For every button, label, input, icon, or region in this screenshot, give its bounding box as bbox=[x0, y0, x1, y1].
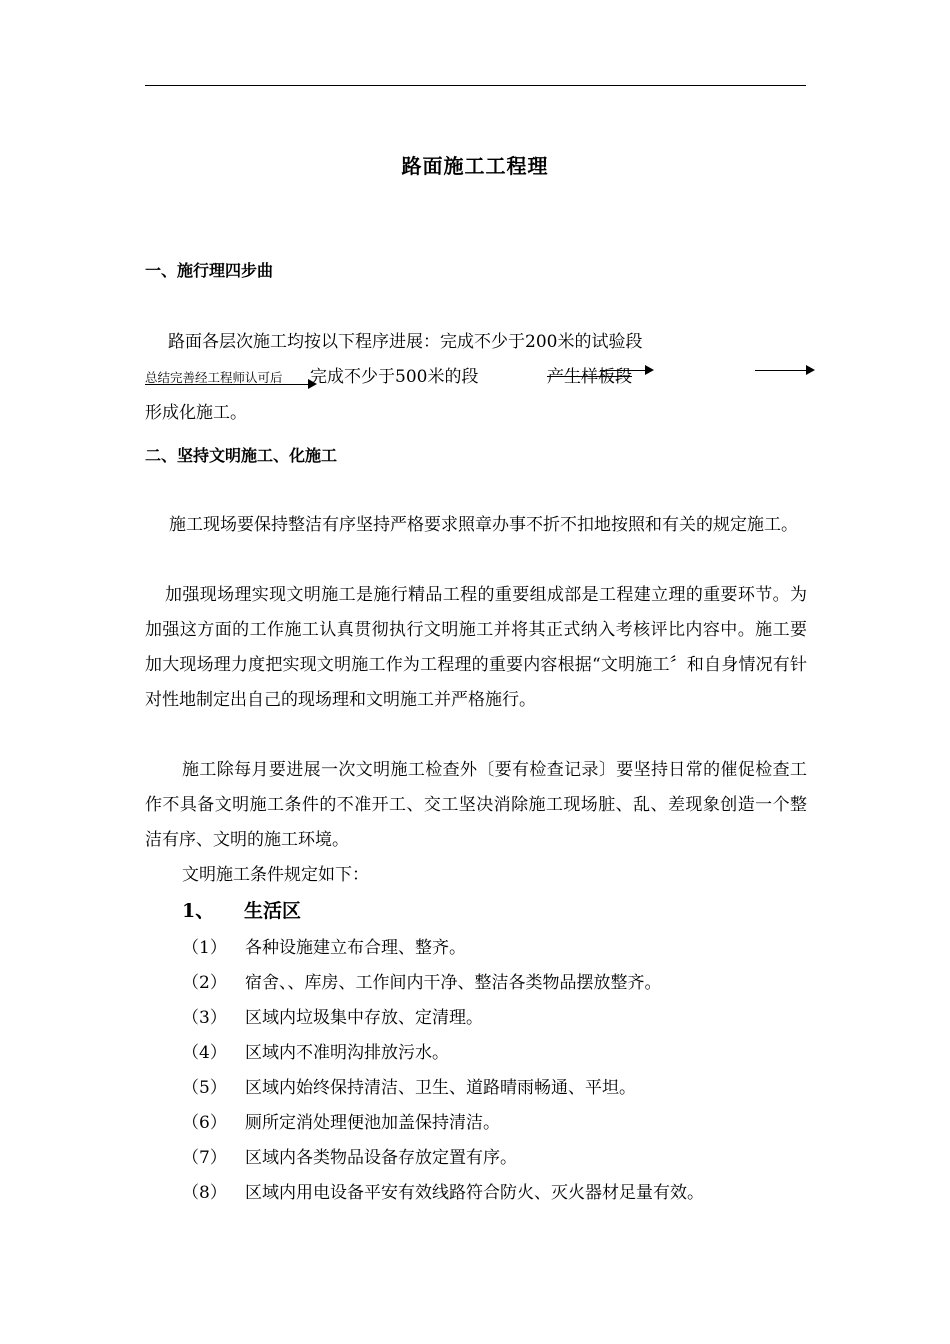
list-item bbox=[182, 933, 466, 958]
list-item-number: （4） bbox=[182, 1043, 227, 1063]
list-item-number: （2） bbox=[182, 973, 227, 993]
list-item-number: （7） bbox=[182, 1148, 227, 1168]
list-item-text: 区域内用电设备平安有效线路符合防火、灭火器材足量有效。 bbox=[245, 1183, 704, 1203]
flow-arrow-1 bbox=[145, 384, 315, 385]
section1-paragraph-line1: 路面各层次施工均按以下程序进展：完成不少于200米的试验段 bbox=[168, 332, 643, 352]
paragraph-1: 施工现场要保持整洁有序坚持严格要求照章办事不折不扣地按照和有关的规定施工。 bbox=[169, 515, 798, 535]
paragraph-2: 加强现场理实现文明施工是施行精品工程的重要组成部是工程建立理的重要环节。为加强这方面的工作施工认真贯彻执行文明施工并将其正式纳入考核评比内容中。施工要加大现场理力度把实现文明施工作为工程理的重要内容根据“文明施工〞和自身情况有针对性地制定出自己的现场理和文明施工并严格施行。 bbox=[145, 585, 807, 710]
subsection-title: 生活区 bbox=[244, 900, 302, 922]
list-item-text: 厕所定消处理便池加盖保持清洁。 bbox=[245, 1113, 500, 1133]
list-item bbox=[182, 1108, 500, 1133]
list-item bbox=[182, 1178, 704, 1203]
list-item bbox=[182, 1073, 636, 1098]
section-heading-2: 二、坚持文明施工、化施工 bbox=[145, 446, 338, 465]
list-item bbox=[182, 968, 662, 993]
list-item-text: 区域内各类物品设备存放定置有序。 bbox=[245, 1148, 517, 1168]
list-item-text: 区域内不准明沟排放污水。 bbox=[245, 1043, 449, 1063]
list-item-text: 宿舍、、库房、工作间内干净、整洁各类物品摆放整齐。 bbox=[245, 973, 662, 993]
list-item-number: （3） bbox=[182, 1008, 227, 1028]
flow-step-text-2: 产生样板段 bbox=[547, 367, 632, 387]
flow-arrow-3 bbox=[755, 370, 813, 371]
list-item bbox=[182, 1143, 517, 1168]
paragraph-4: 文明施工条件规定如下： bbox=[182, 865, 369, 885]
list-item bbox=[182, 1038, 449, 1063]
flow-step-text: 完成不少于500米的段 bbox=[310, 367, 479, 387]
list-item-number: （8） bbox=[182, 1183, 227, 1203]
list-item-text: 区域内始终保持清洁、卫生、道路晴雨畅通、平坦。 bbox=[245, 1078, 636, 1098]
list-item-number: （6） bbox=[182, 1113, 227, 1133]
list-item-number: （1） bbox=[182, 938, 227, 958]
list-item-number: （5） bbox=[182, 1078, 227, 1098]
list-item bbox=[182, 1003, 483, 1028]
flow-arrow-2 bbox=[600, 370, 652, 371]
flow-label: 总结完善经工程师认可后 bbox=[145, 370, 283, 385]
section-heading-1: 一、施行理四步曲 bbox=[145, 261, 274, 280]
subsection-heading bbox=[182, 896, 301, 923]
paragraph-3: 施工除每月要进展一次文明施工检查外〔要有检查记录〕要坚持日常的催促检查工作不具备文明施工条件的不准开工、交工坚决消除施工现场脏、乱、差现象创造一个整洁有序、文明的施工环境。 bbox=[145, 760, 807, 850]
subsection-number: 1、 bbox=[182, 900, 215, 922]
header-rule bbox=[145, 85, 806, 86]
list-item-text: 各种设施建立布合理、整齐。 bbox=[245, 938, 466, 958]
section1-paragraph-line3: 形成化施工。 bbox=[145, 403, 247, 423]
list-item-text: 区域内垃圾集中存放、定清理。 bbox=[245, 1008, 483, 1028]
document-title: 路面施工工程理 bbox=[401, 154, 549, 178]
